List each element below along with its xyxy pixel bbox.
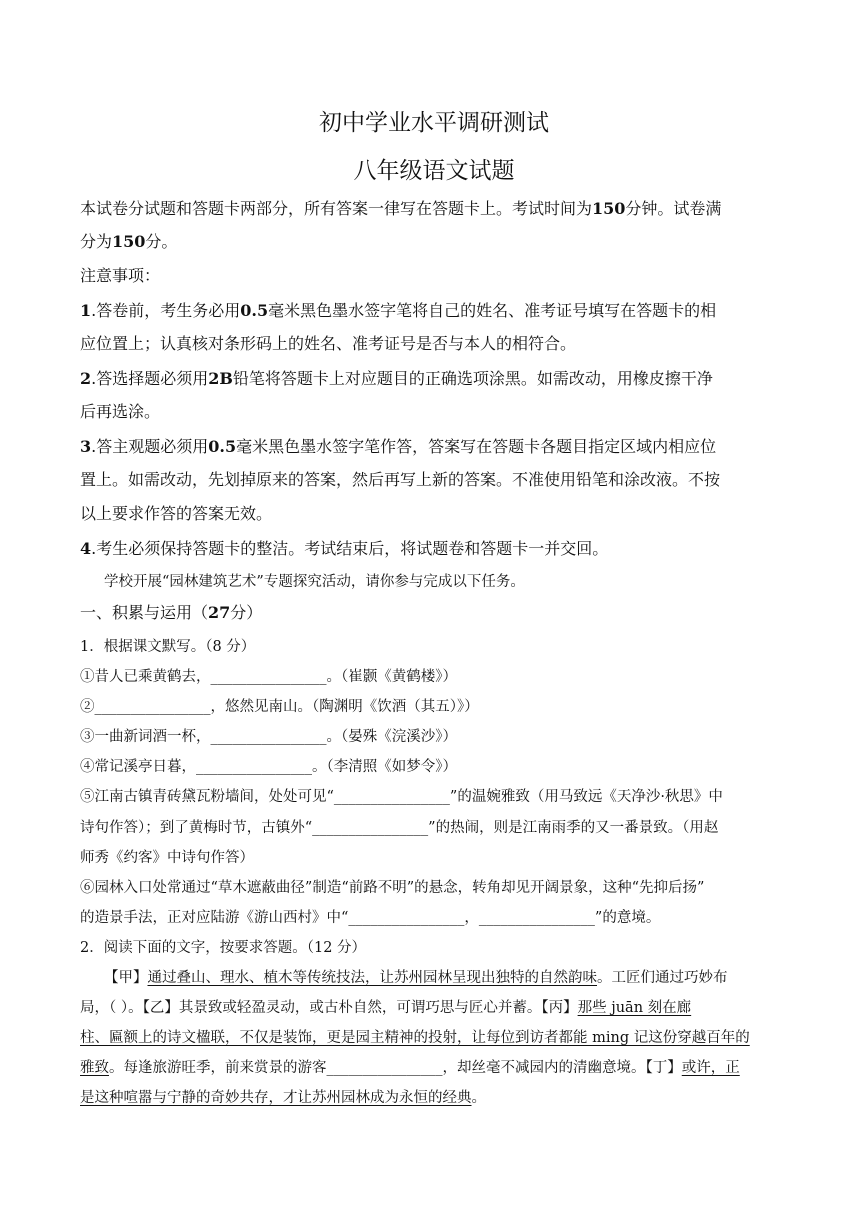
notice-3-line-2: 置上。如需改动，先划掉原来的答案，然后再写上新的答案。不准使用铅笔和涂改液。不按	[80, 470, 721, 489]
passage-underlined: 是这种喧嚣与宁静的奇妙共存，才让苏州园林成为永恒的经典	[80, 1090, 472, 1106]
notice-3-line-3: 以上要求作答的答案无效。	[80, 504, 273, 523]
notice-bold: 0.5	[208, 437, 237, 456]
passage-line-1	[104, 968, 728, 988]
passage-line-3: 柱、匾额上的诗文楹联，不仅是装饰，更是园主精神的投射，让每位到访者都能 ming 记这份穿越百年的	[80, 1030, 750, 1046]
question-2-prompt: 2．阅读下面的文字，按要求答题。（12 分）	[80, 940, 367, 956]
full-score: 150	[112, 232, 146, 251]
intro-line-1	[80, 199, 721, 219]
notice-heading: 注意事项：	[80, 266, 161, 285]
notice-3	[80, 437, 716, 457]
notice-number: 4	[80, 539, 92, 558]
passage-text: 。每逢旅游旺季，前来赏景的游客________________，却丝毫不减园内的清幽意境。【丁】	[109, 1060, 682, 1076]
notice-text: .考生必须保持答题卡的整洁。考试结束后，将试题卷和答题卡一并交回。	[91, 539, 609, 558]
notice-number: 2	[80, 369, 92, 388]
question-1-item-4: ④常记溪亭日暮，________________。（李清照《如梦令》）	[80, 759, 457, 775]
notice-2	[80, 369, 713, 389]
notice-number: 1	[80, 301, 92, 320]
activity-intro: 学校开展“园林建筑艺术”专题探究活动，请你参与完成以下任务。	[104, 574, 525, 590]
notice-4	[80, 539, 608, 559]
intro-text: 分。	[145, 232, 178, 251]
question-1-item-2: ②________________，悠然见南山。（陶渊明《饮酒（其五）》）	[80, 699, 479, 715]
intro-text: 本试卷分试题和答题卡两部分，所有答案一律写在答题卡上。考试时间为	[80, 199, 593, 218]
question-1-item-1: ①昔人已乘黄鹤去，________________。（崔颢《黄鹤楼》）	[80, 669, 457, 685]
passage-line-4	[80, 1058, 740, 1078]
passage-underlined: 雅致	[80, 1060, 109, 1076]
notice-1-line-2: 应位置上；认真核对条形码上的姓名、准考证号是否与本人的相符合。	[80, 334, 577, 353]
notice-text: 毫米黑色墨水签字笔作答，答案写在答题卡各题目指定区域内相应位	[236, 437, 717, 456]
notice-1	[80, 301, 716, 321]
notice-text: 铅笔将答题卡上对应题目的正确选项涂黑。如需改动，用橡皮擦干净	[232, 369, 713, 388]
section-1-heading	[80, 603, 262, 623]
intro-text: 分钟。试卷满	[625, 199, 722, 218]
question-1-item-5-line-3: 师秀《约客》中诗句作答）	[80, 850, 254, 866]
exam-duration: 150	[592, 199, 626, 218]
passage-period: 。	[471, 1090, 486, 1106]
notice-2-line-2: 后再选涂。	[80, 402, 161, 421]
notice-number: 3	[80, 437, 92, 456]
question-1-prompt: 1．根据课文默写。（8 分）	[80, 639, 256, 655]
section-heading-text: 一、积累与运用（	[80, 603, 209, 622]
page-title: 初中学业水平调研测试	[319, 110, 549, 136]
passage-underlined: 那些 juān 刻在廊	[577, 1000, 692, 1016]
notice-text: .答卷前，考生务必用	[91, 301, 241, 320]
passage-text: 。工匠们通过巧妙布	[597, 970, 728, 986]
intro-text: 分为	[80, 232, 113, 251]
passage-line-2	[80, 998, 691, 1018]
passage-line-5	[80, 1088, 486, 1108]
question-1-item-5-line-2: 诗句作答）；到了黄梅时节，古镇外“________________”的热闹，则是江南雨季的又一番景致。（用赵	[80, 820, 719, 836]
notice-bold: 2B	[208, 369, 233, 388]
passage-marker: 【甲】	[104, 970, 148, 986]
question-1-item-6-line-2: 的造景手法，正对应陆游《游山西村》中“________________，________________”的意境。	[80, 910, 661, 926]
intro-line-2	[80, 232, 177, 252]
section-score: 27	[208, 603, 231, 622]
section-heading-text: 分）	[230, 603, 263, 622]
notice-text: .答选择题必须用	[91, 369, 209, 388]
notice-text: 毫米黑色墨水签字笔将自己的姓名、准考证号填写在答题卡的相	[268, 301, 717, 320]
passage-underlined: 或许，正	[681, 1060, 740, 1076]
notice-text: .答主观题必须用	[91, 437, 209, 456]
passage-text: 局，（ ）。【乙】其景致或轻盈灵动，或古朴自然，可谓巧思与匠心并蓄。【丙】	[80, 1000, 578, 1016]
page-subtitle: 八年级语文试题	[353, 158, 515, 184]
question-1-item-3: ③一曲新词酒一杯，________________。（晏殊《浣溪沙》）	[80, 729, 457, 745]
notice-bold: 0.5	[240, 301, 269, 320]
question-1-item-6: ⑥园林入口处常通过“草木遮蔽曲径”制造“前路不明”的悬念，转角却见开阔景象，这种“先抑后扬”	[80, 880, 705, 896]
question-1-item-5: ⑤江南古镇青砖黛瓦粉墙间，处处可见“________________”的温婉雅致（用马致远《天净沙·秋思》中	[80, 789, 723, 805]
passage-underlined: 通过叠山、理水、植木等传统技法，让苏州园林呈现出独特的自然韵味	[147, 970, 597, 986]
